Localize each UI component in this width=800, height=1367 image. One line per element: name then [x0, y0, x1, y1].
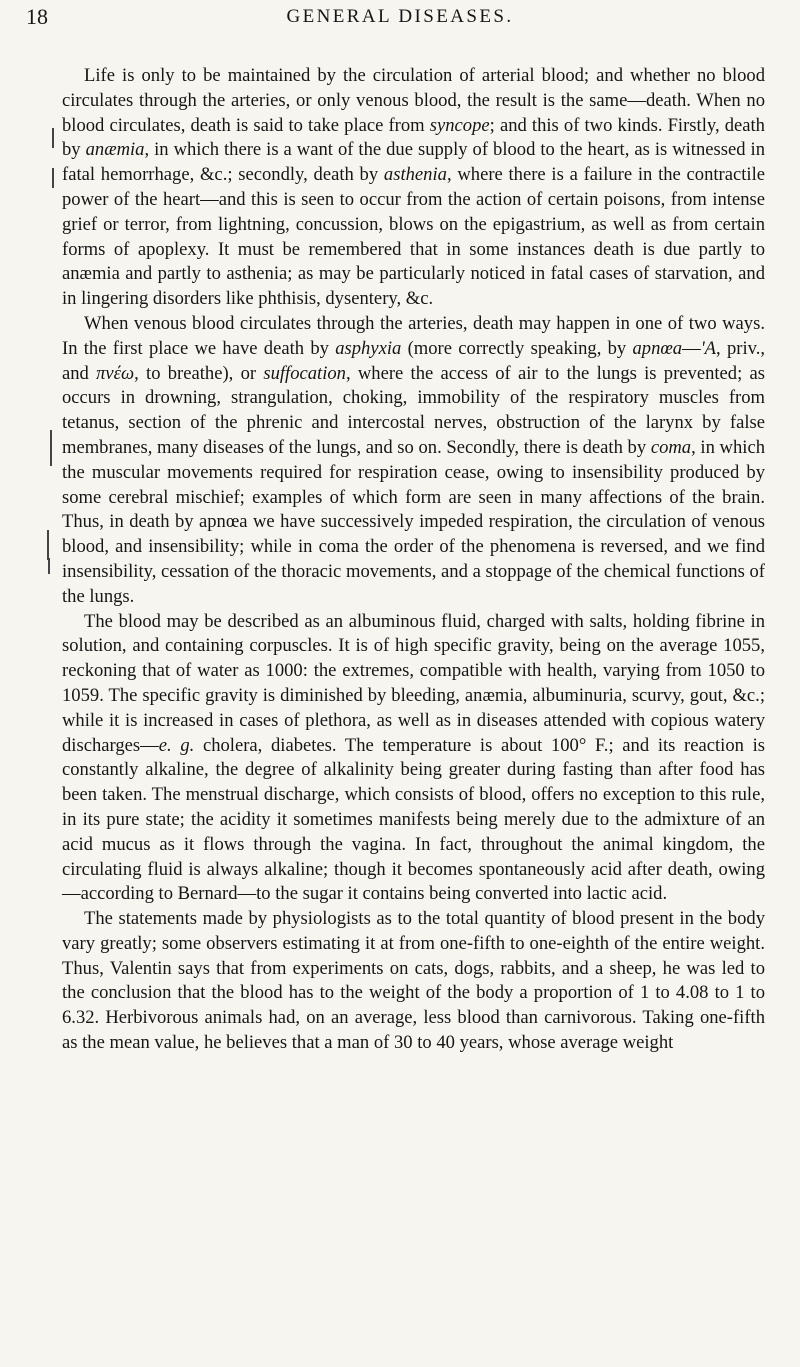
text-run: The blood may be described as an albuminous fluid, charged with salts, holding fibrine in solution, and containing corpuscles. It is of high specific gravity, being on the average 1055, reckoning that of water as 1000: the extremes, compatible with health, varying from 1050 to 1059. The specific gravity is diminished by bleeding, anæmia, albuminuria, scurvy, gout, &c.; while it is increased in cases of plethora, as well as in diseases attended with copious watery discharges—	[62, 610, 765, 756]
text-run: , in which the muscular movements required for respiration cease, owing to insensibility produced by some cerebral mischief; examples of which form are seen in many affections of the brain. Thus, in death by apnœa we have successively impeded respiration, the circulation of venous blood, and insensibility; while in coma the order of the phenomena is reversed, and we find insensibility, cessation of the thoracic movements, and a stoppage of the chemical functions of the lungs.	[62, 436, 766, 607]
text-run: , to breathe), or	[134, 362, 264, 384]
margin-mark	[50, 430, 52, 466]
italic-term: 'A	[700, 337, 717, 359]
text-run: , where there is a failure in the contractile power of the heart—and this is seen to occur from the action of certain poisons, from intense grief or terror, from lightning, concussion, blows on the epigastrium, as well as from certain forms of apoplexy. It must be remembered that in some instances death is due partly to anæmia and partly to asthenia; as may be particularly noticed in fatal cases of starvation, and in lingering disorders like phthisis, dysentery, &c.	[62, 164, 765, 310]
text-run: , where the access of air to the lungs is prevented; as occurs in drowning, strangulation, choking, immobility of the respiratory muscles from tetanus, section of the phrenic and intercostal nerves, obstruction of the larynx by false membranes, many diseases of the lungs, and so on. Secondly, there is death by	[62, 362, 765, 458]
text-run: ; and this of two kinds. Firstly, death by	[62, 114, 765, 161]
text-run: Life is only to be maintained by the circulation of arterial blood; and whether no blood circulates through the arteries, or only venous blood, the result is the same—death. When no blood circulates, death is said to take place from	[62, 65, 765, 136]
margin-mark	[47, 530, 49, 560]
margin-mark	[48, 558, 50, 574]
page-header	[26, 2, 774, 32]
text-run: The statements made by physiologists as to the total quantity of blood present in the body vary greatly; some observers estimating it at from one-fifth to one-eighth of the entire weight. Thus, Valentin says that from experiments on cats, dogs, rabbits, and a sheep, he was led to the conclusion that the blood has to the weight of the body a proportion of 1 to 4.08 to 1 to 6.32. Herbivorous animals had, on an average, less blood than carnivorous. Taking one-fifth as the mean value, he believes that a man of 30 to 40 years, whose average weight	[62, 908, 765, 1054]
italic-term: anæmia	[85, 139, 145, 161]
text-run: cholera, diabetes. The temperature is about 100° F.; and its reaction is constantly alkaline, the degree of alkalinity being greater during fasting than after food has been taken. The menstrual discharge, which consists of blood, offers no exception to this rule, in its pure state; the acidity it sometimes manifests being merely due to the admixture of an acid mucus as it flows through the vagina. In fact, throughout the animal kingdom, the circulating fluid is always alkaline; though it becomes spontaneously acid after death, owing—according to Bernard—to the sugar it contains being converted into lactic acid.	[62, 734, 765, 905]
margin-mark	[52, 128, 54, 148]
text-run: —	[682, 337, 701, 359]
italic-term: syncope	[429, 114, 490, 136]
italic-term: πνέω	[96, 362, 135, 384]
italic-term: asthenia	[383, 164, 447, 186]
text-run: (more correctly speaking, by	[401, 337, 633, 359]
italic-term: coma	[650, 436, 692, 458]
paragraph-circulation-death	[62, 64, 765, 312]
italic-term: e. g.	[158, 734, 195, 756]
text-run: , priv., and	[62, 337, 765, 384]
paragraph-venous-blood	[62, 312, 765, 610]
page-number: 18	[26, 4, 48, 29]
running-title: GENERAL DISEASES.	[286, 6, 514, 27]
text-run: , in which there is a want of the due supply of blood to the heart, as is witnessed in fatal hemorrhage, &c.; secondly, death by	[62, 139, 765, 186]
text-run: When venous blood circulates through the arteries, death may happen in one of two ways. In the first place we have death by	[62, 312, 765, 359]
italic-term: asphyxia	[335, 337, 402, 359]
italic-term: suffocation	[263, 362, 346, 384]
margin-mark	[52, 168, 54, 188]
paragraph-blood-quantity	[62, 907, 765, 1056]
paragraph-blood-description	[62, 610, 765, 908]
body-text	[62, 64, 765, 1056]
italic-term: apnœa	[632, 337, 683, 359]
